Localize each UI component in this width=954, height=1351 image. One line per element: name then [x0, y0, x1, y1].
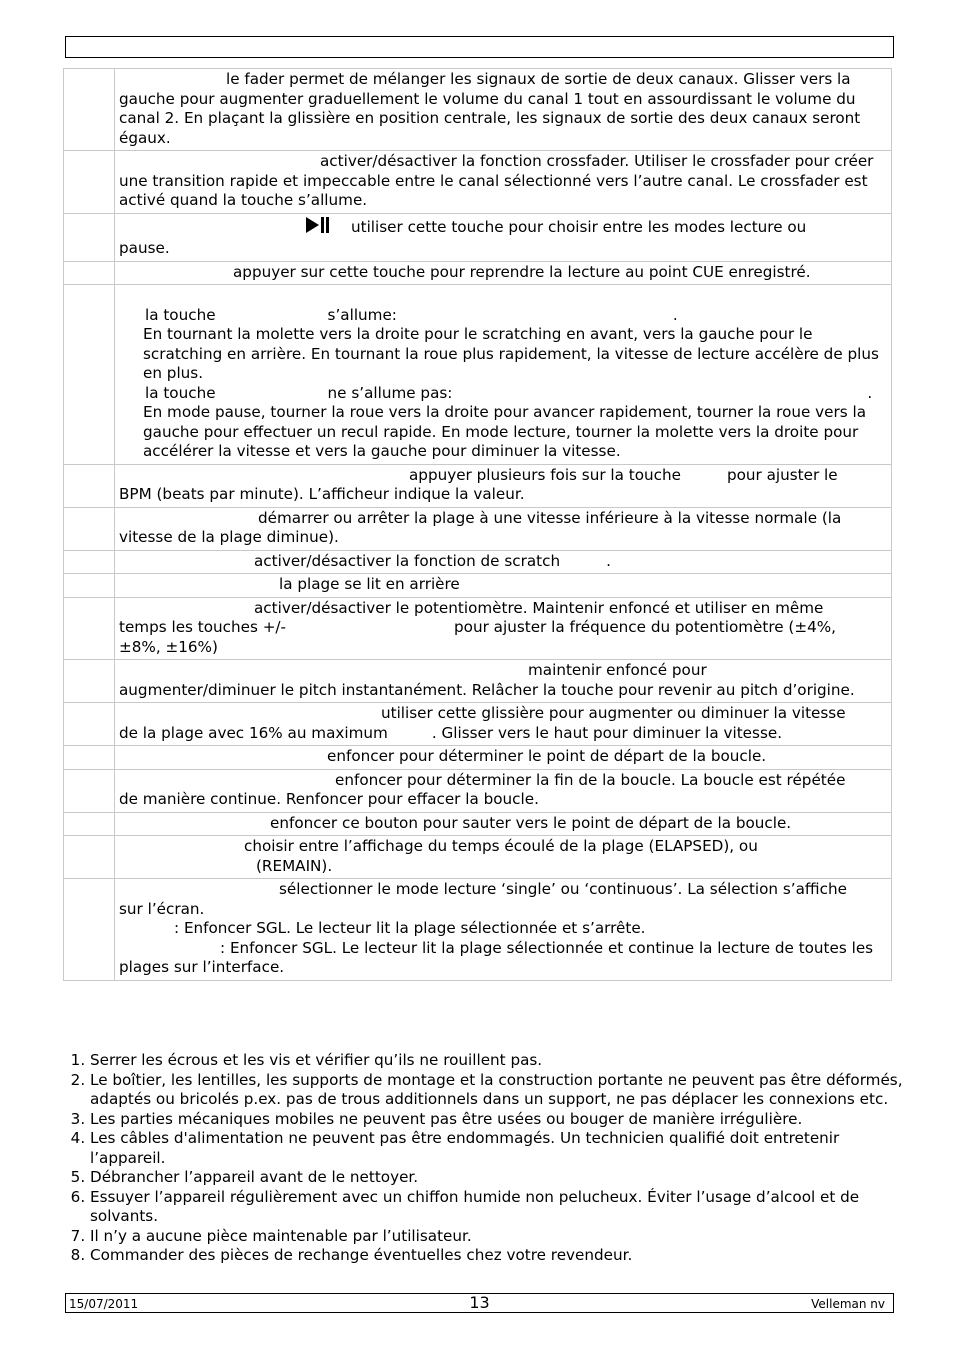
table-row	[64, 574, 892, 598]
row-text: maintenir enfoncé pour	[528, 661, 707, 679]
row-text: démarrer ou arrêter la plage à une vitesse inférieure à la vitesse normale (la vitesse de la plage diminue).	[119, 508, 842, 546]
maintenance-list	[62, 1051, 910, 1266]
row-text: .	[606, 551, 611, 570]
row-text: utiliser cette touche pour choisir entre les modes lecture ou	[351, 217, 807, 236]
row-text: appuyer plusieurs fois sur la touche	[409, 465, 681, 484]
row-text: pause.	[119, 239, 170, 257]
page-header-box	[65, 36, 894, 58]
row-text: : Enfoncer SGL. Le lecteur lit la plage sélectionnée et s’arrête.	[174, 919, 646, 937]
row-text: la touche	[145, 305, 216, 324]
list-item: 7. Il n’y a aucune pièce maintenable par l’utilisateur.	[90, 1227, 910, 1247]
table-row	[64, 597, 892, 660]
row-text: enfoncer ce bouton pour sauter vers le point de départ de la boucle.	[270, 813, 792, 832]
row-text: le fader permet de mélanger les signaux de sortie de deux canaux. Glisser vers la gauche pour augmenter graduellement le volume du canal 1 tout en assourdissant le volume du canal 2. En plaçant la glissière en position centrale, les signaux de sortie des deux canaux seront égaux.	[119, 70, 861, 147]
row-text: choisir entre l’affichage du temps écoulé de la plage (ELAPSED), ou	[244, 837, 758, 855]
row-text: : Enfoncer SGL. Le lecteur lit la plage sélectionnée et continue la lecture de toutes les plages sur l’interface.	[119, 938, 874, 976]
row-text: .	[672, 305, 678, 324]
list-item: 6. Essuyer l’appareil régulièrement avec un chiffon humide non pelucheux. Éviter l’usage d’alcool et de solvants.	[90, 1188, 910, 1227]
row-text: utiliser cette glissière pour augmenter ou diminuer la vitesse	[381, 704, 846, 722]
list-item: 5. Débrancher l’appareil avant de le nettoyer.	[90, 1168, 910, 1188]
row-text: appuyer sur cette touche pour reprendre la lecture au point CUE enregistré.	[233, 262, 811, 281]
row-text: BPM (beats par minute). L’afficheur indique la valeur.	[119, 485, 525, 503]
table-row	[64, 550, 892, 574]
row-text: . Glisser vers le haut pour diminuer la vitesse.	[431, 723, 783, 742]
table-row	[64, 69, 892, 151]
row-text: la plage se lit en arrière	[279, 575, 460, 593]
row-text: .	[867, 383, 873, 402]
table-row	[64, 507, 892, 550]
table-row	[64, 464, 892, 507]
row-text: En mode pause, tourner la roue vers la droite pour avancer rapidement, tourner la roue vers la gauche pour effectuer un recul rapide. En mode lecture, tourner la molette vers la droite pour accélérer la vitesse et vers la gauche pour diminuer la vitesse.	[143, 403, 867, 460]
row-text: de la plage avec 16% au maximum	[119, 723, 388, 742]
table-row	[64, 213, 892, 261]
table-row	[64, 879, 892, 981]
footer-brand: Velleman nv	[811, 1297, 885, 1311]
row-text: la touche	[145, 383, 216, 402]
row-text: activer/désactiver la fonction crossfader. Utiliser le crossfader pour créer une transition rapide et impeccable entre le canal sélectionné vers l’autre canal. Le crossfader est activé quand la touche s’allume.	[119, 152, 874, 209]
row-text: activer/désactiver la fonction de scratch	[254, 551, 561, 570]
row-text: de manière continue. Renfoncer pour effacer la boucle.	[119, 790, 539, 808]
table-row	[64, 746, 892, 770]
row-text: ne s’allume pas:	[327, 383, 453, 402]
page-footer	[65, 1293, 894, 1313]
row-text: enfoncer pour déterminer le point de départ de la boucle.	[327, 747, 767, 765]
row-text: enfoncer pour déterminer la fin de la boucle. La boucle est répétée	[335, 770, 846, 789]
table-row	[64, 261, 892, 285]
table-row	[64, 151, 892, 214]
row-text: temps les touches +/-	[119, 618, 287, 636]
row-text: pour ajuster le	[726, 465, 838, 484]
table-row	[64, 660, 892, 703]
controls-table	[63, 68, 892, 981]
row-text: sélectionner le mode lecture ‘single’ ou ‘continuous’. La sélection s’affiche	[279, 880, 847, 898]
footer-date: 15/07/2011	[69, 1297, 139, 1311]
row-text: pour ajuster la fréquence du potentiomètre (±4%,	[454, 618, 836, 636]
table-row	[64, 285, 892, 465]
table-row	[64, 703, 892, 746]
table-row	[64, 812, 892, 836]
table-row	[64, 836, 892, 879]
list-item: 4. Les câbles d'alimentation ne peuvent pas être endommagés. Un technicien qualifié doit entretenir l’appareil.	[90, 1129, 910, 1168]
row-text: augmenter/diminuer le pitch instantanément. Relâcher la touche pour revenir au pitch d’origine.	[119, 680, 855, 699]
page-number: 13	[469, 1293, 490, 1312]
play-pause-icon	[305, 216, 331, 240]
list-item: 2. Le boîtier, les lentilles, les supports de montage et la construction portante ne peuvent pas être déformés, adaptés ou bricolés p.ex. pas de trous additionnels dans un support, ne pas déplacer les connexions etc.	[90, 1071, 910, 1110]
list-item: 3. Les parties mécaniques mobiles ne peuvent pas être usées ou bouger de manière irrégulière.	[90, 1110, 910, 1130]
list-item: 8. Commander des pièces de rechange éventuelles chez votre revendeur.	[90, 1246, 910, 1266]
row-text: En tournant la molette vers la droite pour le scratching en avant, vers la gauche pour le scratching en arrière. En tournant la roue plus rapidement, la vitesse de lecture accélère de plus en plus.	[143, 325, 879, 382]
list-item: 1. Serrer les écrous et les vis et vérifier qu’ils ne rouillent pas.	[90, 1051, 910, 1071]
row-text: activer/désactiver le potentiomètre. Maintenir enfoncé et utiliser en même	[254, 598, 824, 617]
row-text: s’allume:	[327, 305, 397, 324]
table-row	[64, 769, 892, 812]
row-text: ±8%, ±16%)	[119, 637, 218, 656]
row-text: sur l’écran.	[119, 899, 205, 918]
row-text: (REMAIN).	[256, 856, 333, 875]
